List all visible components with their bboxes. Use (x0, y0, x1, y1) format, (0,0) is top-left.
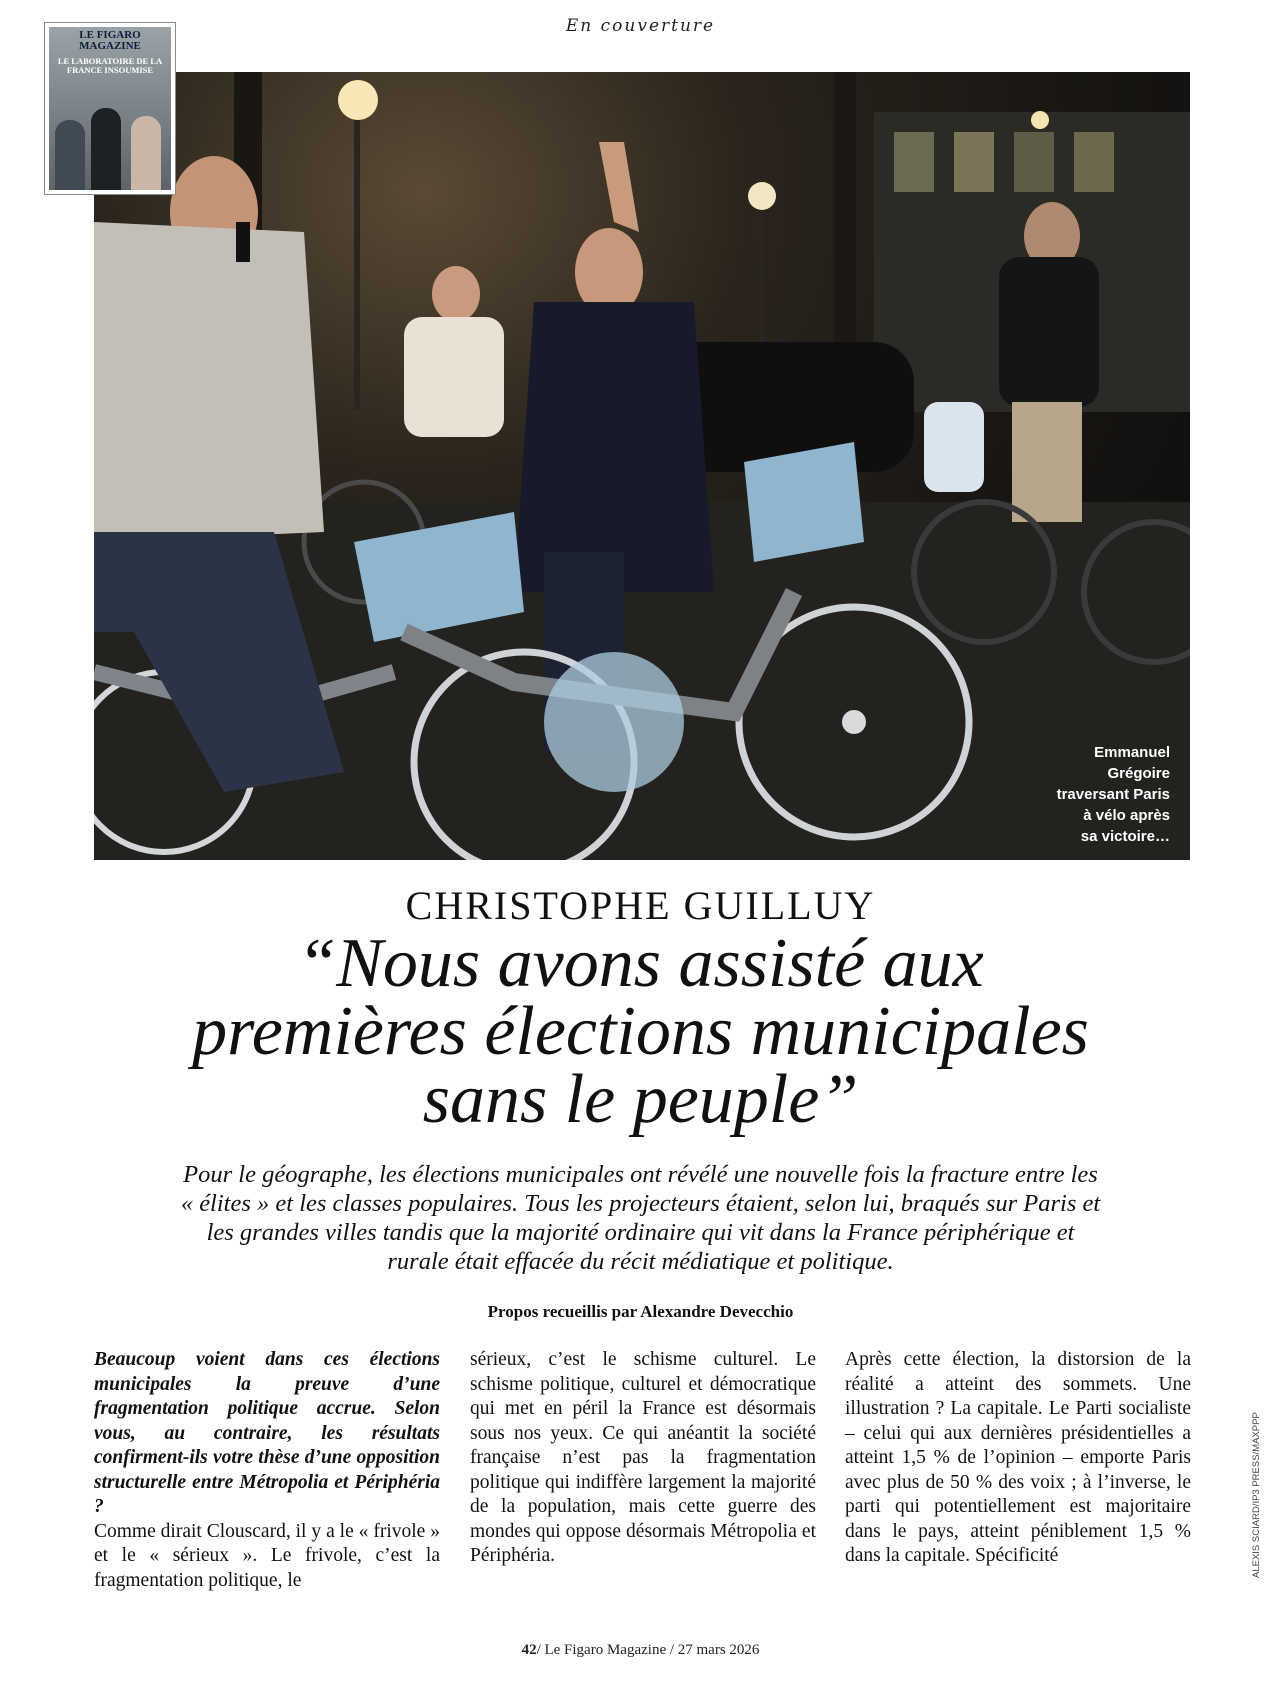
body-text: sérieux, c’est le schisme culturel. Le schisme politique, culturel et démocratique qui met en péril la France est désormais sous nos yeux. Ce qui anéantit la société française n’est pas la fragmentation politique qui indiffère largement la majorité de la population, mais cette guerre des mondes qui oppose désormais Métropolia et Périphéria. (470, 1349, 816, 1566)
cover-masthead: LE FIGARO MAGAZINE (79, 29, 141, 52)
cover-figure (91, 108, 121, 190)
cover-image (49, 27, 171, 190)
page-number: 42 (521, 1642, 537, 1658)
photo-credit: ALEXIS SCIARD/IP3 PRESS/MAXPPP (1251, 1412, 1262, 1578)
cover-figure (55, 120, 85, 190)
page-footer (0, 1642, 1281, 1659)
cover-headline: LE LABORATOIRE DE LA FRANCE INSOUMISE (57, 56, 163, 75)
main-photo (94, 72, 1190, 860)
cover-figure (131, 116, 161, 190)
text-column-3 (845, 1348, 1191, 1569)
photo-caption: Emmanuel Grégoire traversant Paris à vélo après sa victoire… (1056, 744, 1170, 845)
magazine-cover-thumbnail[interactable] (44, 22, 176, 195)
body-text: Après cette élection, la distorsion de la réalité a atteint des sommets. Une illustration ? La capitale. Le Parti socialiste – celui qui aux dernières présidentielles a atteint 1,5 % de l’opinion – emporte Paris avec plus de 50 % des voix ; à l’inverse, le parti qui potentiellement est majoritaire dans le pays, atteint péniblement 1,5 % dans la capitale. Spécificité (845, 1349, 1191, 1566)
text-column-1 (94, 1348, 440, 1593)
interview-answer: Comme dirait Clouscard, il y a le « frivole » et le « sérieux ». Le frivole, c’est la fragmentation politique, le (94, 1520, 440, 1591)
headline: “Nous avons assisté aux premières élections municipales sans le peuple” (192, 925, 1089, 1138)
lede: Pour le géographe, les élections municipales ont révélé une nouvelle fois la fracture entre les « élites » et les classes populaires. Tous les projecteurs étaient, selon lui, braqués sur Paris et les grandes villes tandis que la majorité ordinaire qui vit dans la France périphérique et rurale était effacée du récit médiatique et politique. (180, 1161, 1101, 1275)
text-column-2 (470, 1348, 816, 1569)
section-label: En couverture (565, 16, 716, 36)
byline: Propos recueillis par Alexandre Devecchio (487, 1302, 794, 1321)
interviewee-name: CHRISTOPHE GUILLUY (405, 883, 876, 928)
interview-question: Beaucoup voient dans ces élections municipales la preuve d’une fragmentation politique accrue. Selon vous, au contraire, les résultats confirment-ils votre thèse d’une opposition structurelle entre Métropolia et Périphéria ? (94, 1349, 440, 1517)
folio-text: / Le Figaro Magazine / 27 mars 2026 (536, 1642, 760, 1658)
